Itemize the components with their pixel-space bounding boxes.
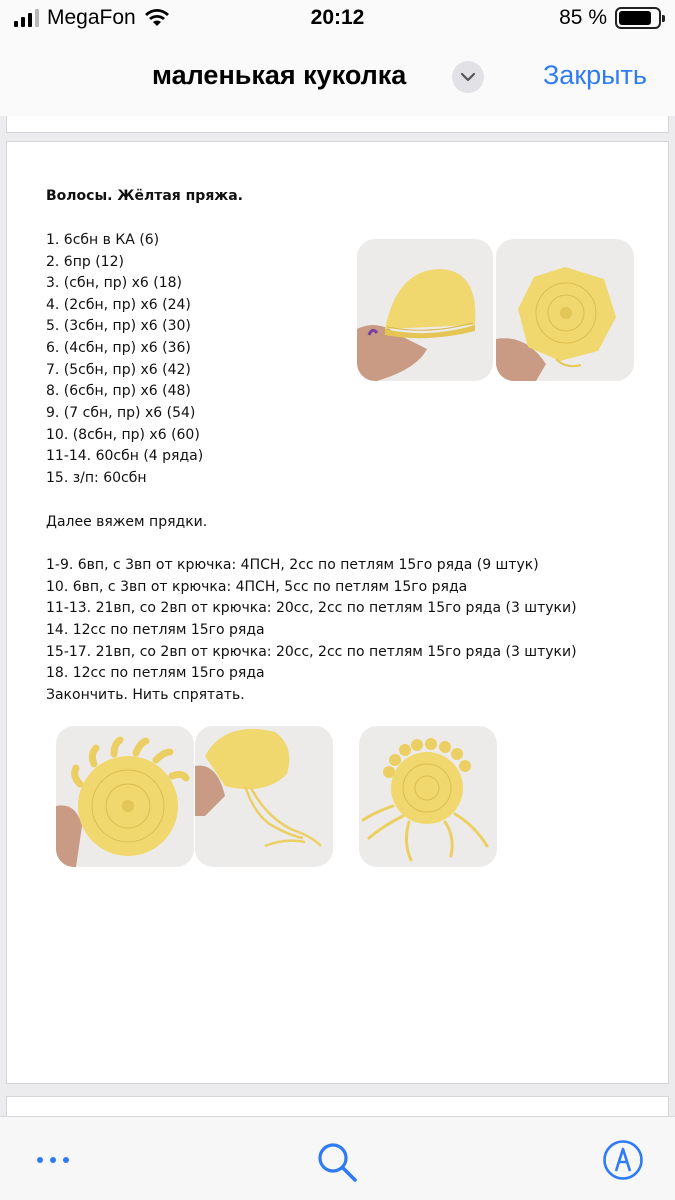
navigation-bar — [0, 40, 675, 116]
list-item: 9. (7 сбн, пр) х6 (54) — [46, 405, 196, 421]
close-button[interactable]: Закрыть — [543, 60, 647, 90]
list-item: 11-14. 60сбн (4 ряда) — [46, 448, 204, 464]
list-item: 5. (3сбн, пр) х6 (30) — [46, 318, 191, 334]
list-item: 14. 12сс по петлям 15го ряда — [46, 622, 265, 638]
list-item: 18. 12сс по петлям 15го ряда — [46, 665, 265, 681]
photo-hair-strands-back — [195, 726, 333, 867]
list-item: 1-9. 6вп, с 3вп от крючка: 4ПСН, 2сс по петлям 15го ряда (9 штук) — [46, 557, 539, 573]
list-item: 10. 6вп, с 3вп от крючка: 4ПСН, 5сс по петлям 15го ряда — [46, 579, 468, 595]
chevron-down-icon — [460, 71, 476, 83]
photo-crochet-cap-side — [357, 239, 493, 381]
photo-hair-strands-flat — [359, 726, 497, 867]
section-intro: Далее вяжем прядки. — [46, 514, 208, 530]
document-page — [6, 141, 669, 1084]
list-item: 2. 6пр (12) — [46, 254, 124, 270]
markup-button[interactable] — [602, 1139, 644, 1186]
battery-percent: 85 % — [559, 6, 607, 29]
list-item: 3. (сбн, пр) х6 (18) — [46, 275, 182, 291]
list-item: Закончить. Нить спрятать. — [46, 687, 245, 703]
list-item: 6. (4сбн, пр) х6 (36) — [46, 340, 191, 356]
ellipsis-icon — [37, 1157, 43, 1163]
list-item: 10. (8сбн, пр) х6 (60) — [46, 427, 200, 443]
search-icon — [316, 1141, 358, 1183]
carrier-label: MegaFon — [47, 6, 136, 29]
list-item: 11-13. 21вп, со 2вп от крючка: 20сс, 2сс по петлям 15го ряда (3 штуки) — [46, 600, 577, 616]
previous-page-edge — [6, 116, 669, 133]
photo-hair-strands-front — [56, 726, 194, 867]
section-heading: Волосы. Жёлтая пряжа. — [46, 188, 244, 204]
photo-crochet-cap-top — [496, 239, 634, 381]
bottom-toolbar — [0, 1116, 675, 1200]
next-page-edge — [6, 1096, 669, 1116]
document-title[interactable]: маленькая куколка — [152, 60, 407, 90]
list-item: 1. 6сбн в КА (6) — [46, 232, 160, 248]
status-time: 20:12 — [310, 6, 365, 29]
list-item: 7. (5сбн, пр) х6 (42) — [46, 362, 191, 378]
markup-pen-icon — [602, 1139, 644, 1181]
list-item: 15. з/п: 60сбн — [46, 470, 147, 486]
status-right — [559, 6, 661, 30]
battery-icon — [615, 7, 661, 29]
list-item: 4. (2сбн, пр) х6 (24) — [46, 297, 191, 313]
battery-fill — [619, 11, 651, 25]
search-button[interactable] — [316, 1141, 358, 1188]
status-bar — [0, 0, 675, 40]
title-menu-button[interactable] — [452, 61, 484, 93]
more-button[interactable] — [37, 1157, 69, 1163]
list-item: 8. (6сбн, пр) х6 (48) — [46, 383, 191, 399]
list-item: 15-17. 21вп, со 2вп от крючка: 20сс, 2сс по петлям 15го ряда (3 штуки) — [46, 644, 577, 660]
